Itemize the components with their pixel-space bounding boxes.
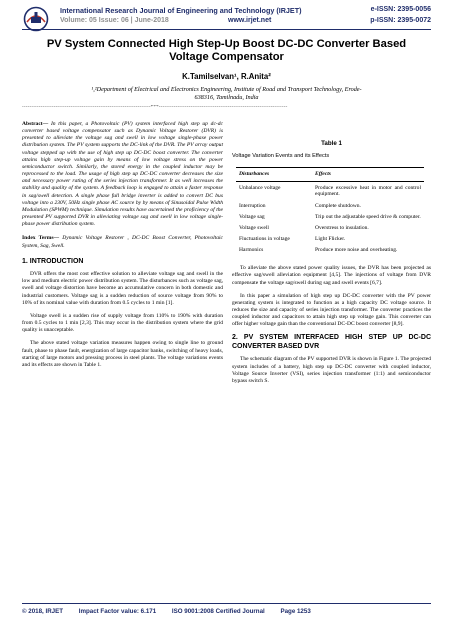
affiliation-line-2: 638316, Tamilnadu, India xyxy=(194,94,259,101)
body-paragraph-3: The schematic diagram of the PV supported DVR is shown in Figure 1. The projected system includes of a battery, high step up DC-DC converter with coupled inductor, Voltage Source Inverter (VSI), series injection transformer (1:1) and semiconductor bypass switch S. xyxy=(232,356,431,384)
table-row xyxy=(236,223,424,234)
intro-paragraph-2: Voltage swell is a sudden rise of supply voltage from 110% to 190% with duration from 0.5 cycles to 1 min [2,3]. This may occur in the distribution system where the grid quality is unacceptable. xyxy=(22,312,223,334)
table-cell: Harmonics xyxy=(239,247,264,254)
affiliation-line-1: ¹,²Department of Electrical and Electronics Engineering, Institute of Road and Transport Technology, Erode- xyxy=(91,86,362,93)
table-cell: Trip out the adjustable speed drive & computer. xyxy=(315,213,421,220)
table-cell: Unbalance voltage xyxy=(239,184,281,191)
left-column xyxy=(22,121,223,375)
body-paragraph-2: In this paper a simulation of high step up DC-DC converter with the PV power generating system is integrated to function as a high capacity DC voltage source. It reduces the size and capacity of series injection transformer. The converter practices the coupled inductor and capacitors to attain high step up voltage gain. This converter can offer higher voltage gain than the conventional DC-DC boost converter [8,9]. xyxy=(232,292,431,328)
journal-volume: Volume: 05 Issue: 06 | June-2018 xyxy=(60,17,169,24)
table-cell: Overstress to insulation. xyxy=(315,224,369,231)
intro-paragraph-3: The above stated voltage variation measures happen owing to single line to ground fault, phase to phase fault, energization of large capacitor banks, switching of heavy loads, starting of large motors and pressing process in steel plants. The voltage variations events and its effects are shown in Table 1. xyxy=(22,340,223,368)
table-row xyxy=(236,200,424,211)
footer-impact-factor: Impact Factor value: 6.171 xyxy=(78,608,157,615)
table-cell: Voltage sag xyxy=(239,213,265,220)
body-paragraph-1: To alleviate the above stated power quality issues, the DVR has been projected as effective sag/swell alleviation equipment [4,5]. The injections of voltage from DVR compensate the voltage sag/swell during sag and swell events [6,7]. xyxy=(232,265,431,286)
table-cell: Produce more noise and overheating. xyxy=(315,247,398,254)
table-row xyxy=(236,211,424,222)
page-footer xyxy=(22,608,431,615)
journal-header xyxy=(0,0,453,40)
index-terms xyxy=(22,235,223,249)
table-header-effects: Effects xyxy=(312,168,424,182)
footer-rule xyxy=(22,603,431,604)
affiliation xyxy=(30,86,423,102)
table-cell: Light Flicker. xyxy=(315,236,346,243)
e-issn: e-ISSN: 2395-0056 xyxy=(370,6,431,13)
table-cell: Interruption xyxy=(239,202,266,209)
abstract-label: Abstract— xyxy=(22,121,49,127)
right-column xyxy=(232,130,431,391)
table-header-row xyxy=(236,168,424,182)
abstract xyxy=(22,121,223,228)
section-separator: ---------------------------------------------------------------------***--------------------------------------------------------------------- xyxy=(22,105,288,110)
footer-iso: ISO 9001:2008 Certified Journal xyxy=(171,608,265,615)
paper-title xyxy=(30,38,423,64)
voltage-events-table xyxy=(236,167,424,256)
authors: K.Tamilselvan¹, R.Anita² xyxy=(182,72,271,81)
table-caption: Table 1 xyxy=(321,140,342,147)
table-row xyxy=(236,182,424,200)
footer-page-number: Page 1253 xyxy=(280,608,311,615)
table-row xyxy=(236,245,424,256)
section-heading-pv-system: 2. PV SYSTEM INTERFACED HIGH STEP UP DC-DC CONVERTER BASED DVR xyxy=(232,334,431,350)
p-issn: p-ISSN: 2395-0072 xyxy=(370,17,431,24)
index-terms-text: Dynamic Voltage Restorer , DC-DC Boost Converter, Photovoltaic System, Sag, Swell. xyxy=(22,235,223,249)
title-line-2: Voltage Compensator xyxy=(169,51,284,63)
table-cell: Voltage swell xyxy=(239,224,269,231)
table-description: Voltage Variation Events and its Effects xyxy=(232,153,330,160)
intro-paragraph-1: DVR offers the most cost effective solution to alleviate voltage sag and swell in the low and medium electric power distribution system. The disturbances such as voltage sag, swell and voltage distortion have become an accumulative concern in both domestic and industrial customers. Voltage sag is a sudden reduction of source voltage from 90% to 10% of its nominal value with duration from 0.5 cycles to 1 min [1]. xyxy=(22,271,223,306)
section-heading-introduction: 1. INTRODUCTION xyxy=(22,257,84,265)
journal-url[interactable]: www.irjet.net xyxy=(228,17,272,24)
title-line-1: PV System Connected High Step-Up Boost DC-DC Converter Based xyxy=(46,38,407,50)
journal-title: International Research Journal of Engineering and Technology (IRJET) xyxy=(60,6,302,15)
table-cell: Fluctuations in voltage xyxy=(239,236,290,243)
index-terms-label: Index Terms— xyxy=(22,235,60,242)
footer-copyright: © 2018, IRJET xyxy=(22,608,64,615)
table-cell: Produce excessive heat in motor and control equipment. xyxy=(315,184,421,198)
table-cell: Complete shutdown. xyxy=(315,202,361,209)
table-row xyxy=(236,234,424,245)
abstract-text: In this paper, a Photovoltaic (PV) system interfaced high step up dc-dc converter based voltage compensator such as Dynamic Voltage Restorer (DVR) is presented to alleviate the voltage sag and swell in low voltage single-phase power distribution system. The PV system supports the DC-link of the DVR. The PV array output voltage stepped up with the use of high step up DC-DC boost converter. The converter attains high step-up voltage gain by means of low voltage stress on the power semiconductor switch. Similarly, the stored energy in the coupled inductor may be reprocessed to the load. The usage of high step up DC-DC converter decreases the size and necessary power rating of the series injection transformer. It as well increases the stability and quality of the system. A feedback loop is engaged to attain a faster response in sag/swell detection. A single phase full bridge inverter is added to convert DC bus voltage into a 230V, 50Hz single phase AC source by by means of Sinusoidal Pulse Width Modulation (SPWM) technique. Simulation results have ascertained the proficiency of the presented PV supported DVR in alleviating voltage sag and swell in low voltage single-phase power distribution system. xyxy=(22,121,223,228)
header-rule xyxy=(22,29,431,30)
table-header-disturbances: Disturbances xyxy=(236,168,312,182)
